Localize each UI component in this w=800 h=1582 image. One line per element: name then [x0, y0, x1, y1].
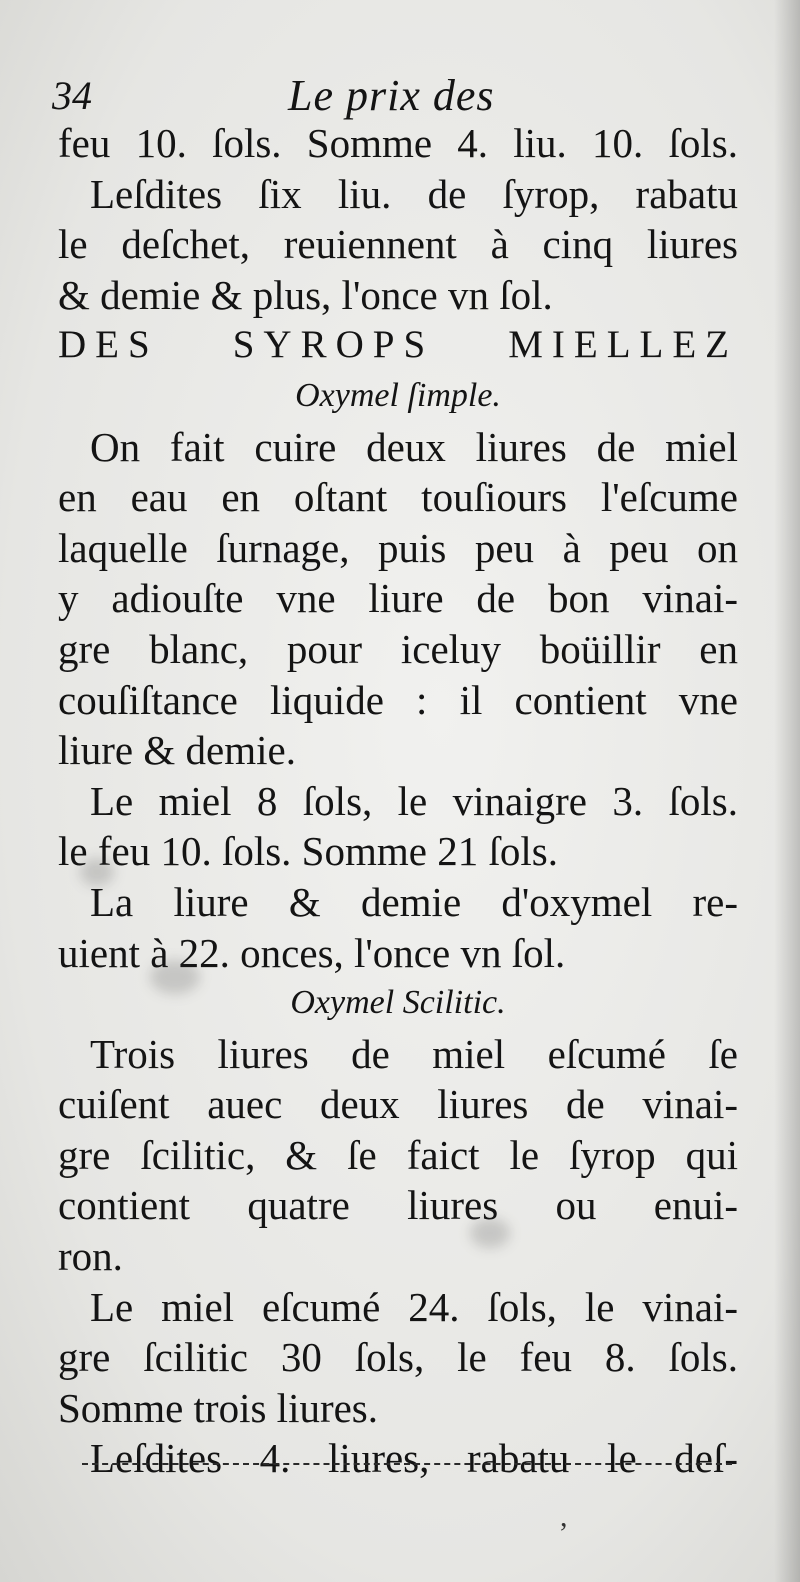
text-line: Le miel 8 ſols, le vinaigre 3. ſols.	[90, 777, 738, 824]
section-heading: DES SYROPS MIELLEZ	[58, 323, 738, 367]
text-line: Somme trois liures.	[58, 1384, 379, 1431]
text-line: y adiouſte vne liure de bon vinai-	[58, 575, 738, 622]
text-line: gre ſcilitic, & ſe faict le ſyrop qui	[58, 1131, 738, 1178]
text-line: contient quatre liures ou enui-	[58, 1182, 738, 1229]
printer-mark: ,	[560, 1500, 568, 1533]
text-line: le deſchet, reuiennent à cinq liures	[58, 221, 738, 268]
text-line: le feu 10. ſols. Somme 21 ſols.	[58, 828, 558, 875]
text-line: On fait cuire deux liures de miel	[90, 423, 738, 470]
text-line: couſiſtance liquide : il contient vne	[58, 676, 738, 723]
text-line: feu 10. ſols. Somme 4. liu. 10. ſols.	[58, 120, 738, 166]
running-head	[52, 66, 752, 126]
text-line: liure & demie.	[58, 727, 296, 774]
ink-blot	[470, 1218, 510, 1248]
ink-blot	[80, 858, 114, 886]
recipe-title: Oxymel Scilitic.	[290, 984, 506, 1022]
text-line: ron.	[58, 1233, 123, 1280]
text-line: cuiſent auec deux liures de vinai-	[58, 1081, 738, 1128]
running-head-title: Le prix des	[288, 71, 495, 120]
page-edge-shadow	[774, 0, 800, 1582]
text-line: gre blanc, pour iceluy boüillir en	[58, 625, 738, 672]
text-line: Leſdites ſix liu. de ſyrop, rabatu	[90, 170, 738, 217]
text-line: Leſdites 4. liures, rabatu le deſ-	[90, 1435, 738, 1482]
page-number: 34	[52, 73, 92, 118]
text-line: uient à 22. onces, l'once vn ſol.	[58, 929, 566, 976]
text-line: & demie & plus, l'once vn ſol.	[58, 271, 553, 318]
text-line: Le miel eſcumé 24. ſols, le vinai-	[90, 1283, 738, 1330]
text-line: La liure & demie d'oxymel re-	[90, 878, 738, 925]
text-line: Trois liures de miel eſcumé ſe	[90, 1030, 738, 1077]
body-text	[58, 118, 738, 1484]
recipe-title: Oxymel ſimple.	[295, 376, 501, 414]
ink-blot	[150, 960, 200, 994]
text-line: laquelle ſurnage, puis peu à peu on	[58, 524, 738, 571]
text-line: gre ſcilitic 30 ſols, le feu 8. ſols.	[58, 1334, 738, 1381]
text-line: en eau en oſtant touſiours l'eſcume	[58, 474, 738, 521]
catchword-rule	[82, 1463, 732, 1465]
